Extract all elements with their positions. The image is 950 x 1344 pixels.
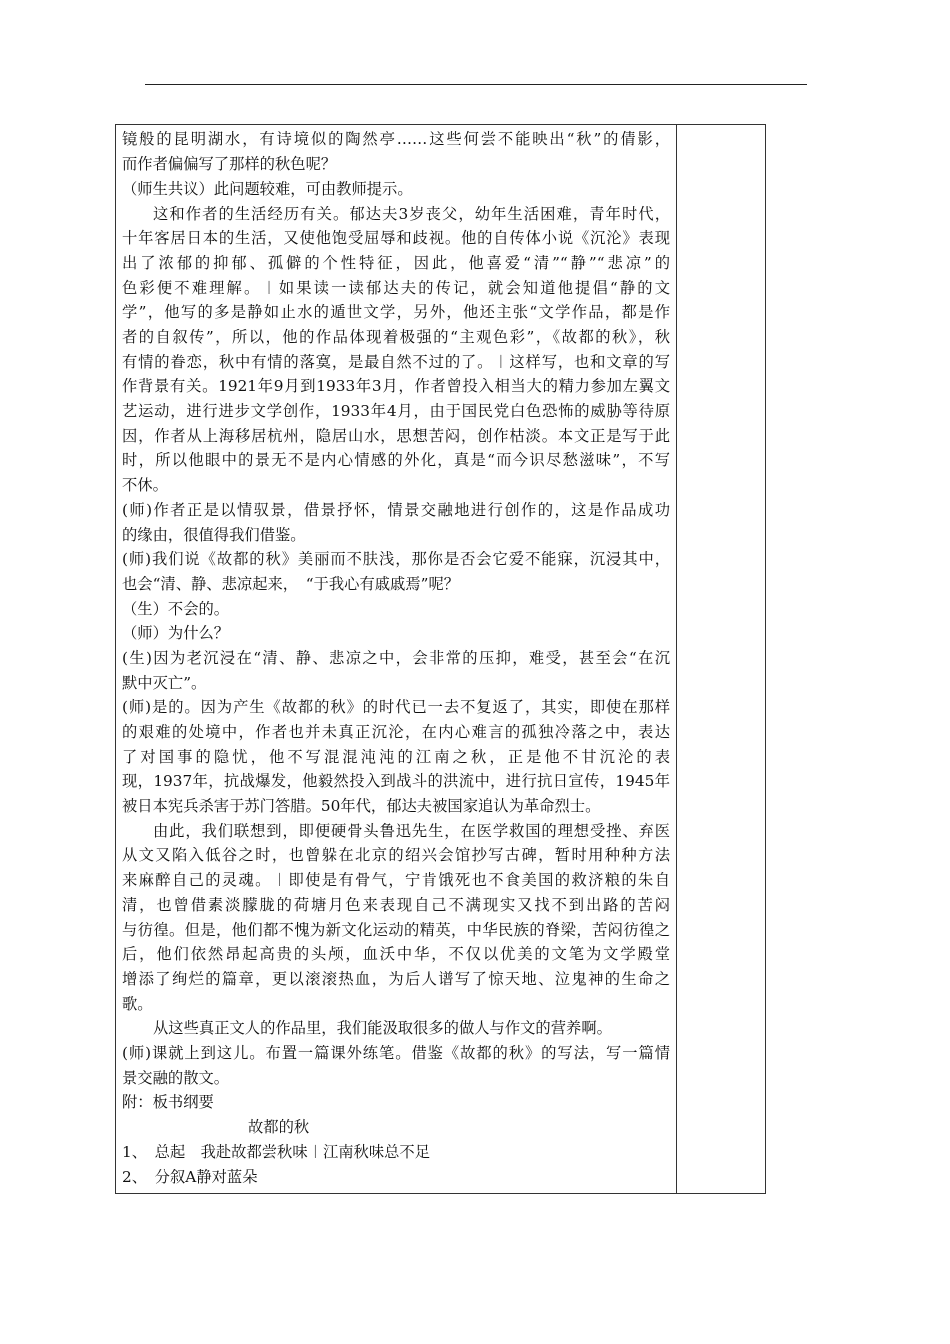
text-line: 的缘由，很值得我们借鉴。 <box>122 526 306 544</box>
text-line: 学”，他写的多是静如止水的遁世文学，另外，他还主张“文学作品，都是作 <box>122 303 670 321</box>
text-line: 不休。 <box>122 476 168 494</box>
text-line: 也会“清、静、悲凉起来， “于我心有戚戚焉”呢？ <box>122 575 460 593</box>
text-line: 出了浓郁的抑郁、孤僻的个性特征，因此，他喜爱“清”“静”“悲凉”的 <box>122 254 670 272</box>
text-line: （师生共议）此问题较难，可由教师提示。 <box>122 180 413 198</box>
text-line: 者的自叙传”，所以，他的作品体现着极强的“主观色彩”，《故都的秋》，秋 <box>122 328 670 346</box>
text-line: 从这些真正文人的作品里，我们能汲取很多的做人与作文的营养啊。 <box>153 1019 612 1037</box>
text-line: 有情的眷恋，秋中有情的落寞，是最自然不过的了。︱这样写，也和文章的写 <box>122 353 670 371</box>
text-line: 与彷徨。但是，他们都不愧为新文化运动的精英，中华民族的脊梁，苦闷彷徨之 <box>122 921 670 939</box>
text-line: 从文又陷入低谷之时，也曾躲在北京的绍兴会馆抄写古碑，暂时用种种方法 <box>122 846 670 864</box>
text-line: (师)课就上到这儿。布置一篇课外练笔。借鉴《故都的秋》的写法，写一篇情 <box>122 1044 670 1062</box>
text-line: 来麻醉自己的灵魂。︱即使是有骨气，宁肯饿死也不食美国的救济粮的朱自 <box>122 871 670 889</box>
board-outline-title: 故都的秋 <box>248 1118 310 1136</box>
lesson-content-cell <box>116 125 677 1193</box>
board-outline-item: 1、 总起 我赴故都尝秋味︱江南秋味总不足 <box>122 1143 431 1161</box>
text-line: 默中灭亡”。 <box>122 674 207 692</box>
text-line: 镜般的昆明湖水，有诗境似的陶然亭……这些何尝不能映出“秋”的倩影， <box>122 130 670 148</box>
text-line: 现，1937年，抗战爆发，他毅然投入到战斗的洪流中，进行抗日宣传，1945年 <box>122 772 670 790</box>
text-line: 艺运动，进行进步文学创作，1933年4月，由于国民党白色恐怖的威胁等待原 <box>122 402 670 420</box>
text-line: 而作者偏偏写了那样的秋色呢？ <box>122 155 337 173</box>
text-line: 附：板书纲要 <box>122 1093 214 1111</box>
lesson-table <box>115 124 766 1194</box>
text-line: 后，他们依然昂起高贵的头颅，血沃中华，不仅以优美的文笔为文学殿堂 <box>122 945 670 963</box>
text-line: 色彩便不难理解。︱如果读一读郁达夫的传记，就会知道他提倡“静的文 <box>122 279 670 297</box>
header-rule <box>145 84 807 85</box>
text-line: 十年客居日本的生活，又使他饱受屈辱和歧视。他的自传体小说《沉沦》表现 <box>122 229 670 247</box>
text-line: （生）不会的。 <box>122 600 230 618</box>
text-line: 的艰难的处境中，作者也并未真正沉沦，在内心难言的孤独冷落之中，表达 <box>122 723 670 741</box>
text-line: 因，作者从上海移居杭州，隐居山水，思想苦闷，创作枯淡。本文正是写于此 <box>122 427 670 445</box>
text-line: 清，也曾借素淡朦胧的荷塘月色来表现自己不满现实又找不到出路的苦闷 <box>122 896 670 914</box>
text-line: (师)我们说《故都的秋》美丽而不肤浅，那你是否会它爱不能寐，沉浸其中， <box>122 550 670 568</box>
text-line: (生)因为老沉浸在“清、静、悲凉之中，会非常的压抑，难受，甚至会“在沉 <box>122 649 670 667</box>
text-line: 作背景有关。1921年9月到1933年3月，作者曾投入相当大的精力参加左翼文 <box>122 377 670 395</box>
text-line: (师)是的。因为产生《故都的秋》的时代已一去不复返了，其实，即使在那样 <box>122 698 670 716</box>
text-line: 由此，我们联想到，即便硬骨头鲁迅先生，在医学救国的理想受挫、弃医 <box>153 822 670 840</box>
text-line: (师)作者正是以情驭景，借景抒怀，情景交融地进行创作的，这是作品成功 <box>122 501 670 519</box>
text-line: 增添了绚烂的篇章，更以滚滚热血，为后人谱写了惊天地、泣鬼神的生命之 <box>122 970 670 988</box>
text-line: （师）为什么？ <box>122 624 230 642</box>
text-line: 时，所以他眼中的景无不是内心情感的外化，真是“而今识尽愁滋味”，不写 <box>122 451 670 469</box>
notes-cell <box>677 125 765 1193</box>
text-line: 了对国事的隐忧，他不写混混沌沌的江南之秋，正是他不甘沉沦的表 <box>122 748 670 766</box>
text-line: 这和作者的生活经历有关。郁达夫3岁丧父，幼年生活困难，青年时代， <box>153 205 670 223</box>
text-line: 歌。 <box>122 995 153 1013</box>
text-line: 景交融的散文。 <box>122 1069 230 1087</box>
text-line: 被日本宪兵杀害于苏门答腊。50年代，郁达夫被国家追认为革命烈士。 <box>122 797 601 815</box>
board-outline-item: 2、 分叙A静对蓝朵 <box>122 1168 258 1186</box>
